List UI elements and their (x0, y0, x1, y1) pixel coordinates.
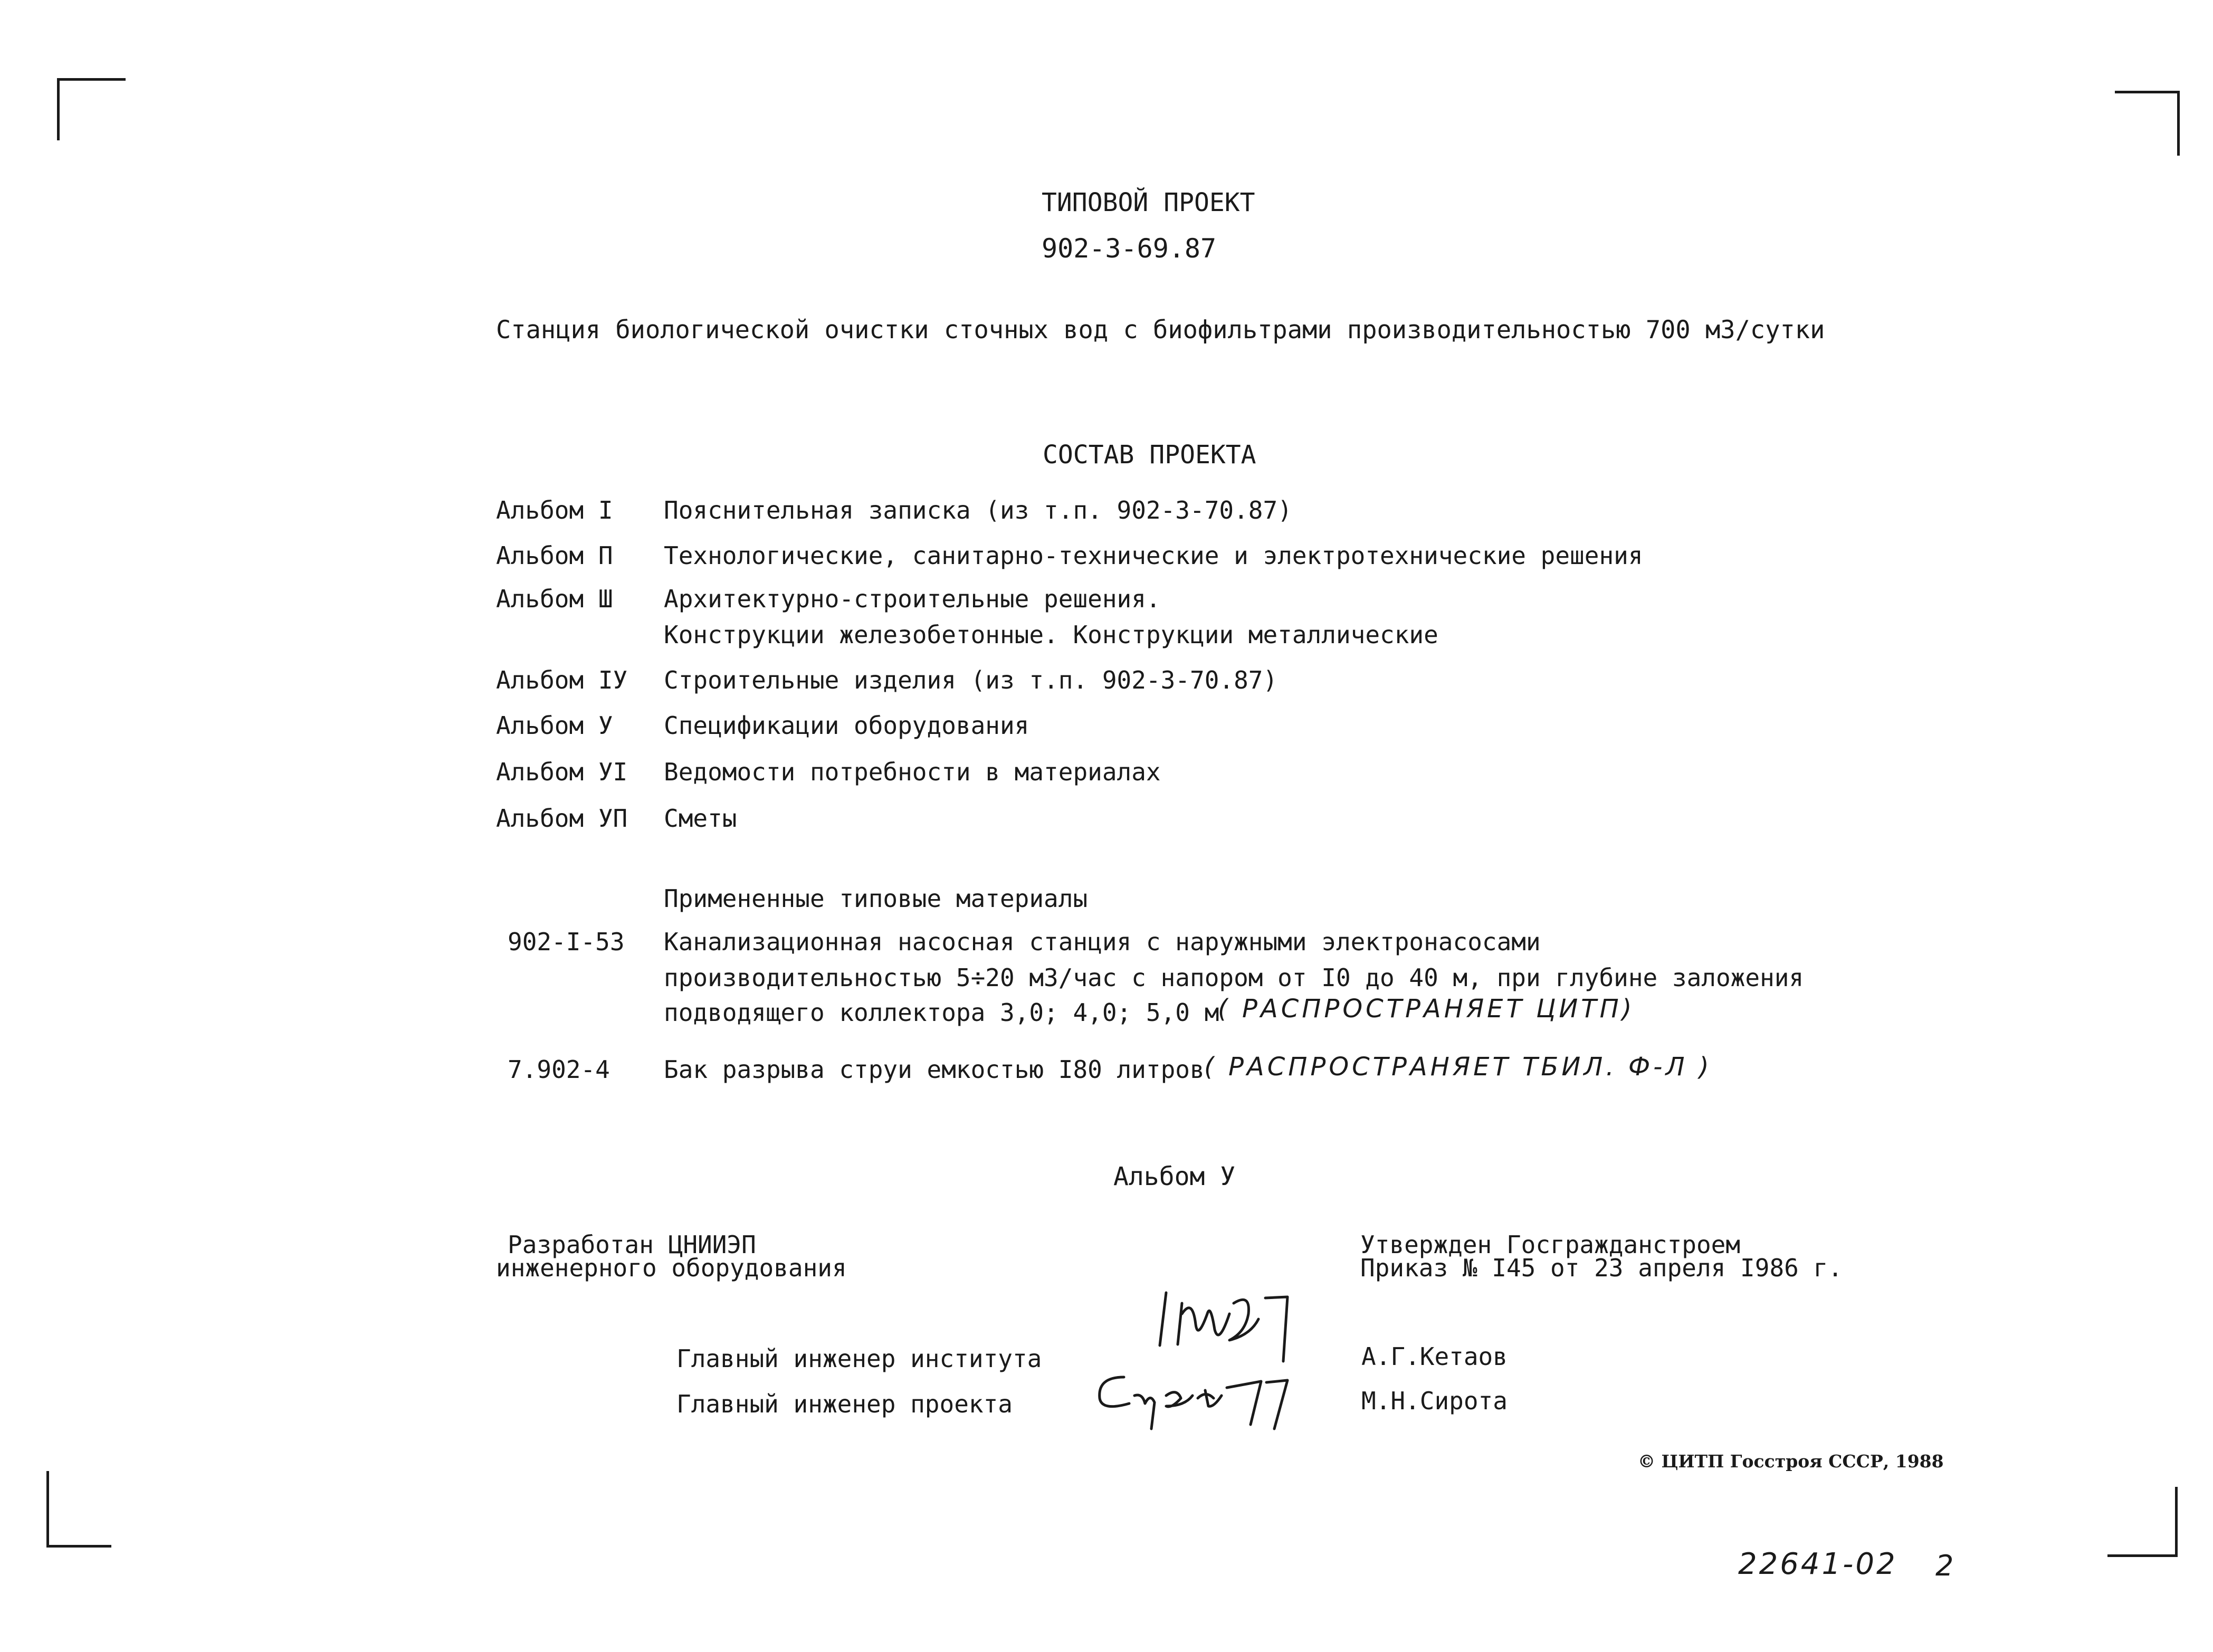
project-subtitle: Станция биологической очистки сточных вод с биофильтрами производительностью 700 м3/сутки (496, 316, 1825, 345)
project-number: 902-3-69.87 (1042, 233, 1217, 264)
volume-label: Альбом УI (496, 758, 628, 786)
material-description: Бак разрыва струи емкостью I80 литров (664, 1055, 1205, 1084)
applied-materials-heading: Примененные типовые материалы (664, 884, 1088, 913)
material-description: подводящего коллектора 3,0; 4,0; 5,0 м (664, 998, 1219, 1027)
volume-label: Альбом УП (496, 804, 628, 833)
developer-line: Разработан ЦНИИЭП (508, 1230, 756, 1259)
material-code: 902-I-53 (508, 928, 625, 956)
handwritten-note: ( РАСПРОСТРАНЯЕТ ТБИЛ. Ф-Л ) (1204, 1052, 1712, 1082)
signatory-role: Главный инженер проекта (676, 1390, 1013, 1418)
volume-label: Альбом Ш (496, 585, 613, 613)
volume-label: Альбом П (496, 541, 613, 570)
signature-institute-engineer (1145, 1282, 1303, 1372)
sheet-number: 2 (1935, 1549, 1954, 1582)
album-label: Альбом У (1113, 1162, 1236, 1191)
signatory-name: А.Г.Кетаов (1361, 1342, 1508, 1371)
volume-description: Спецификации оборудования (664, 711, 1029, 740)
corner-mark-top-left (57, 78, 126, 140)
composition-heading: СОСТАВ ПРОЕКТА (1043, 440, 1256, 470)
approval-line: Приказ № I45 от 23 апреля I986 г. (1360, 1254, 1843, 1282)
volume-description: Строительные изделия (из т.п. 902-3-70.87) (664, 666, 1278, 694)
volume-label: Альбом I (496, 496, 613, 524)
volume-label: Альбом У (496, 711, 613, 740)
corner-mark-top-right (2115, 91, 2180, 156)
volume-description: Конструкции железобетонные. Конструкции металлические (664, 620, 1438, 649)
signatory-name: М.Н.Сирота (1361, 1387, 1508, 1415)
doc-type-title: ТИПОВОЙ ПРОЕКТ (1042, 188, 1255, 217)
volume-description: Архитектурно-строительные решения. (664, 585, 1161, 613)
copyright: © ЦИТП Госстроя СССР, 1988 (1638, 1451, 1944, 1472)
signatory-role: Главный инженер института (676, 1344, 1042, 1373)
material-code: 7.902-4 (508, 1055, 610, 1084)
developer-line: инженерного оборудования (496, 1254, 847, 1282)
volume-description: Сметы (664, 804, 737, 833)
volume-description: Ведомости потребности в материалах (664, 758, 1161, 786)
document-number: 22641-02 (1738, 1547, 1897, 1581)
signature-project-engineer (1092, 1367, 1303, 1435)
corner-mark-bottom-right (2107, 1487, 2178, 1557)
volume-label: Альбом IУ (496, 666, 628, 694)
handwritten-note: ( РАСПРОСТРАНЯЕТ ЦИТП) (1218, 994, 1635, 1024)
corner-mark-bottom-left (46, 1471, 111, 1548)
approval-line: Утвержден Госгражданстроем (1360, 1230, 1741, 1259)
material-description: производительностью 5÷20 м3/час с напором от I0 до 40 м, при глубине заложения (664, 963, 1804, 992)
volume-description: Пояснительная записка (из т.п. 902-3-70.87) (664, 496, 1292, 524)
material-description: Канализационная насосная станция с наружными электронасосами (664, 928, 1541, 956)
volume-description: Технологические, санитарно-технические и электротехнические решения (664, 541, 1643, 570)
